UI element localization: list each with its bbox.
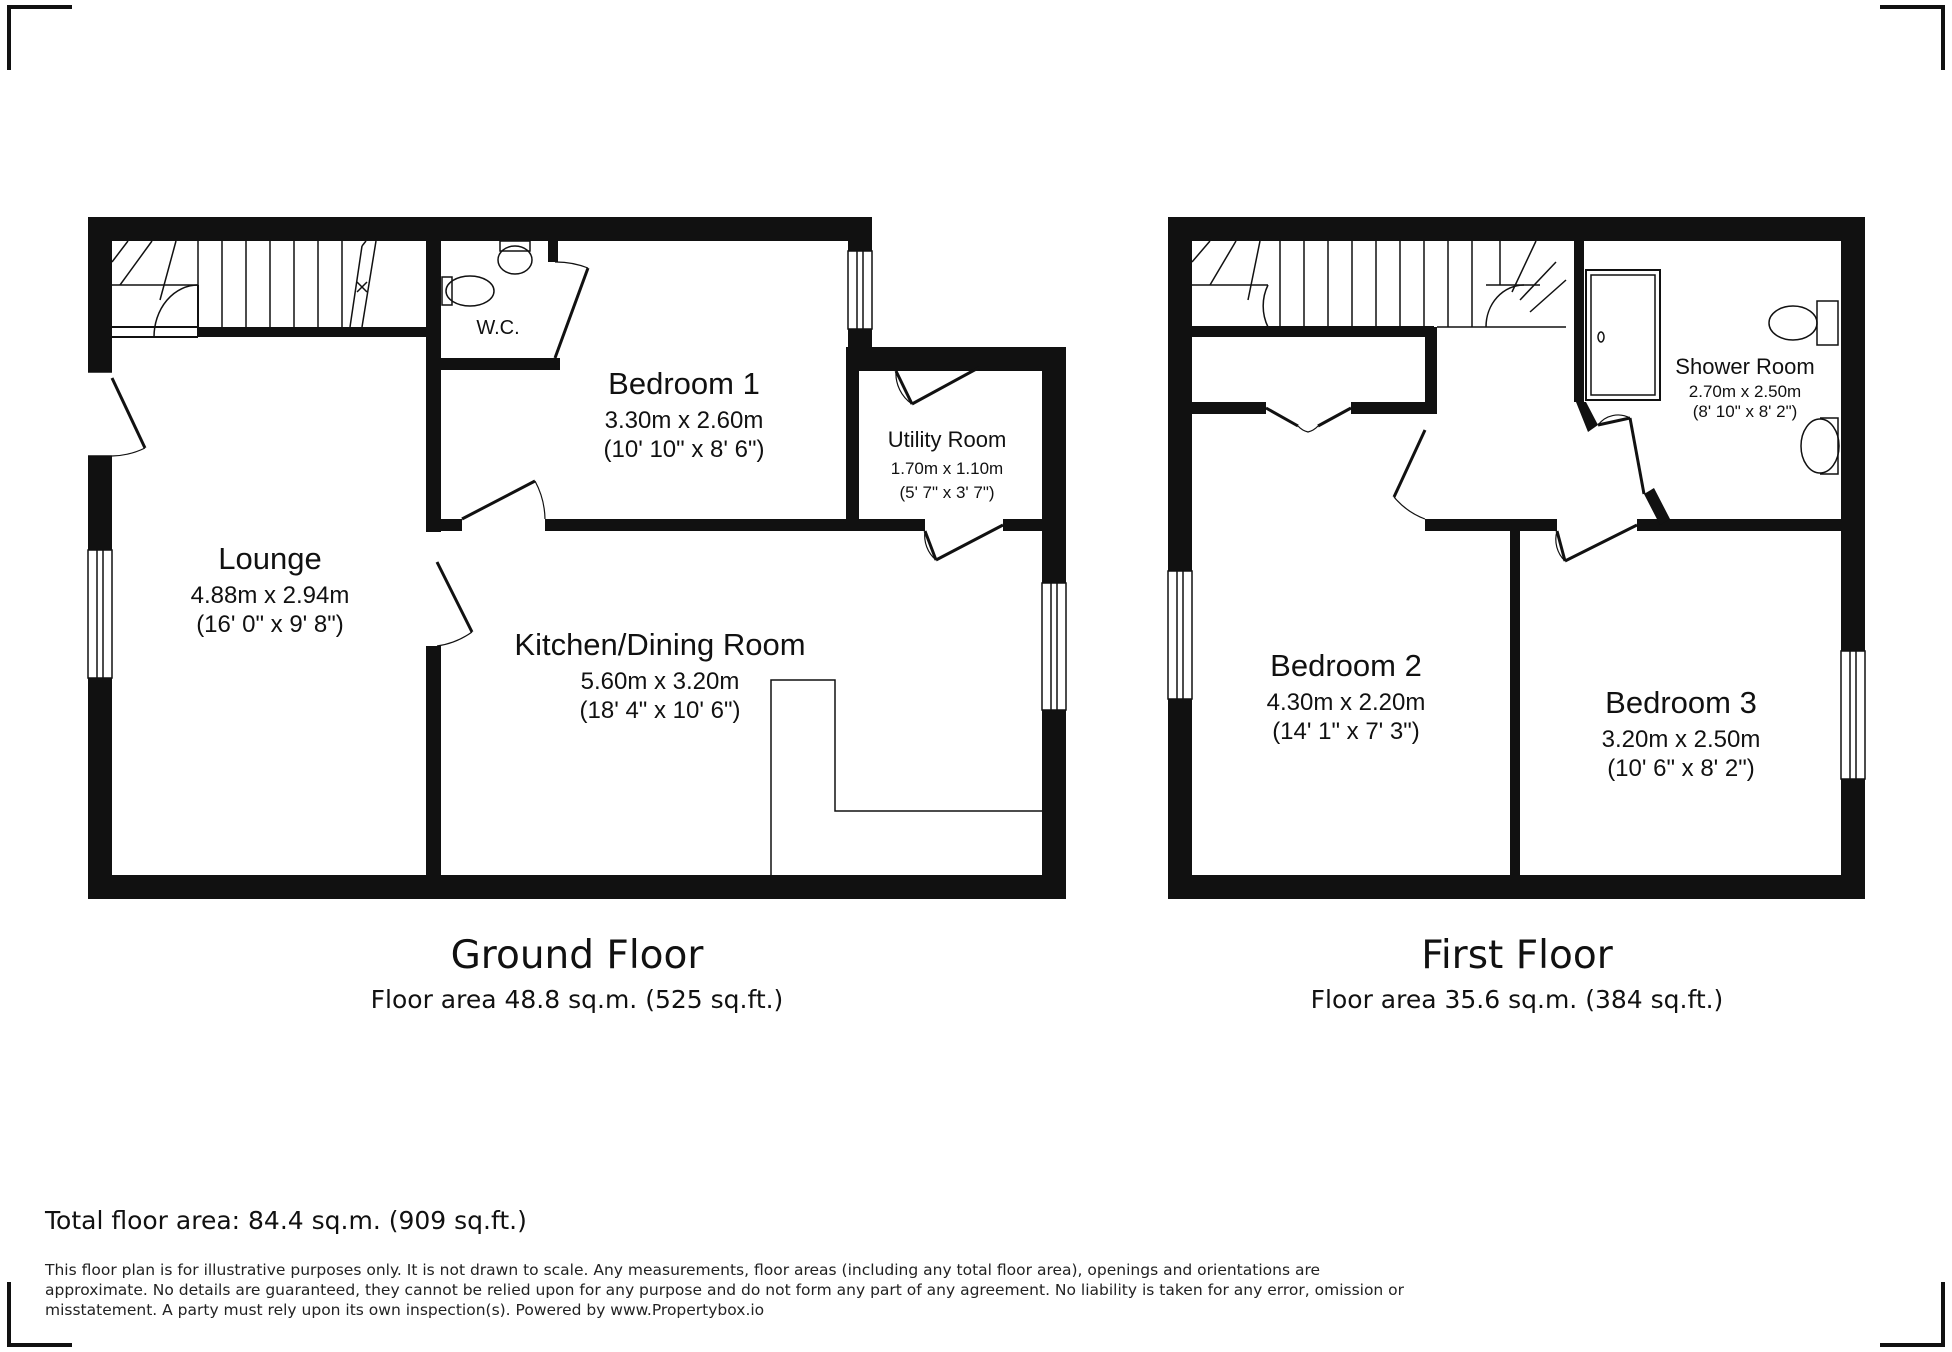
bedroom3-imperial: (10' 6" x 8' 2")	[1607, 755, 1755, 782]
bedroom1-name: Bedroom 1	[608, 366, 760, 401]
total-floor-area: Total floor area: 84.4 sq.m. (909 sq.ft.)	[45, 1206, 527, 1235]
shower-imperial: (8' 10" x 8' 2")	[1692, 402, 1798, 421]
lounge-metric: 4.88m x 2.94m	[190, 582, 350, 609]
first-floor-plan	[1168, 217, 1865, 1014]
first-staircase	[1192, 241, 1566, 327]
kitchen-imperial: (18' 4" x 10' 6")	[579, 697, 741, 724]
first-floor-walls	[1168, 217, 1865, 899]
lounge-imperial: (16' 0" x 9' 8")	[196, 611, 344, 638]
first-doors	[1266, 408, 1644, 561]
wc-fixtures	[442, 241, 532, 306]
utility-imperial: (5' 7" x 3' 7")	[899, 483, 995, 502]
window-bedroom1	[848, 251, 872, 329]
bedroom3-name: Bedroom 3	[1605, 685, 1757, 720]
utility-metric: 1.70m x 1.10m	[890, 459, 1004, 478]
window-bedroom3	[1841, 651, 1865, 779]
window-kitchen	[1042, 583, 1066, 710]
kitchen-name: Kitchen/Dining Room	[514, 627, 806, 662]
crop-marks	[9, 7, 1943, 1345]
disclaimer-text: This floor plan is for illustrative purposes only. It is not drawn to scale. Any measurements, floor areas (including any total floor area), openings and orientations are approximate. No details are guaranteed, they cannot be relied upon for any purpose and do not form any part of any agreement. No liability is taken for any error, omission or misstatement. A party must rely upon its own inspection(s). Powered by www.Propertybox.io	[45, 1261, 1405, 1319]
kitchen-metric: 5.60m x 3.20m	[580, 668, 740, 695]
bedroom2-metric: 4.30m x 2.20m	[1266, 689, 1426, 716]
ground-staircase	[112, 241, 376, 337]
window-lounge	[88, 550, 112, 678]
kitchen-counter	[771, 680, 1042, 875]
ground-floor-title: Ground Floor	[450, 933, 704, 978]
bedroom2-name: Bedroom 2	[1270, 648, 1422, 683]
first-floor-title: First Floor	[1421, 933, 1613, 978]
utility-name: Utility Room	[887, 427, 1007, 452]
window-bedroom2	[1168, 571, 1192, 699]
ground-floor-area: Floor area 48.8 sq.m. (525 sq.ft.)	[370, 985, 784, 1014]
bedroom3-metric: 3.20m x 2.50m	[1601, 726, 1761, 753]
shower-name: Shower Room	[1675, 354, 1815, 379]
first-floor-area: Floor area 35.6 sq.m. (384 sq.ft.)	[1310, 985, 1724, 1014]
bedroom2-imperial: (14' 1" x 7' 3")	[1272, 718, 1420, 745]
ground-floor-plan	[88, 217, 1066, 1014]
wc-name: W.C.	[476, 317, 520, 339]
bedroom1-imperial: (10' 10" x 8' 6")	[603, 436, 765, 463]
shower-metric: 2.70m x 2.50m	[1688, 382, 1802, 401]
lounge-name: Lounge	[218, 541, 322, 576]
bedroom1-metric: 3.30m x 2.60m	[604, 407, 764, 434]
